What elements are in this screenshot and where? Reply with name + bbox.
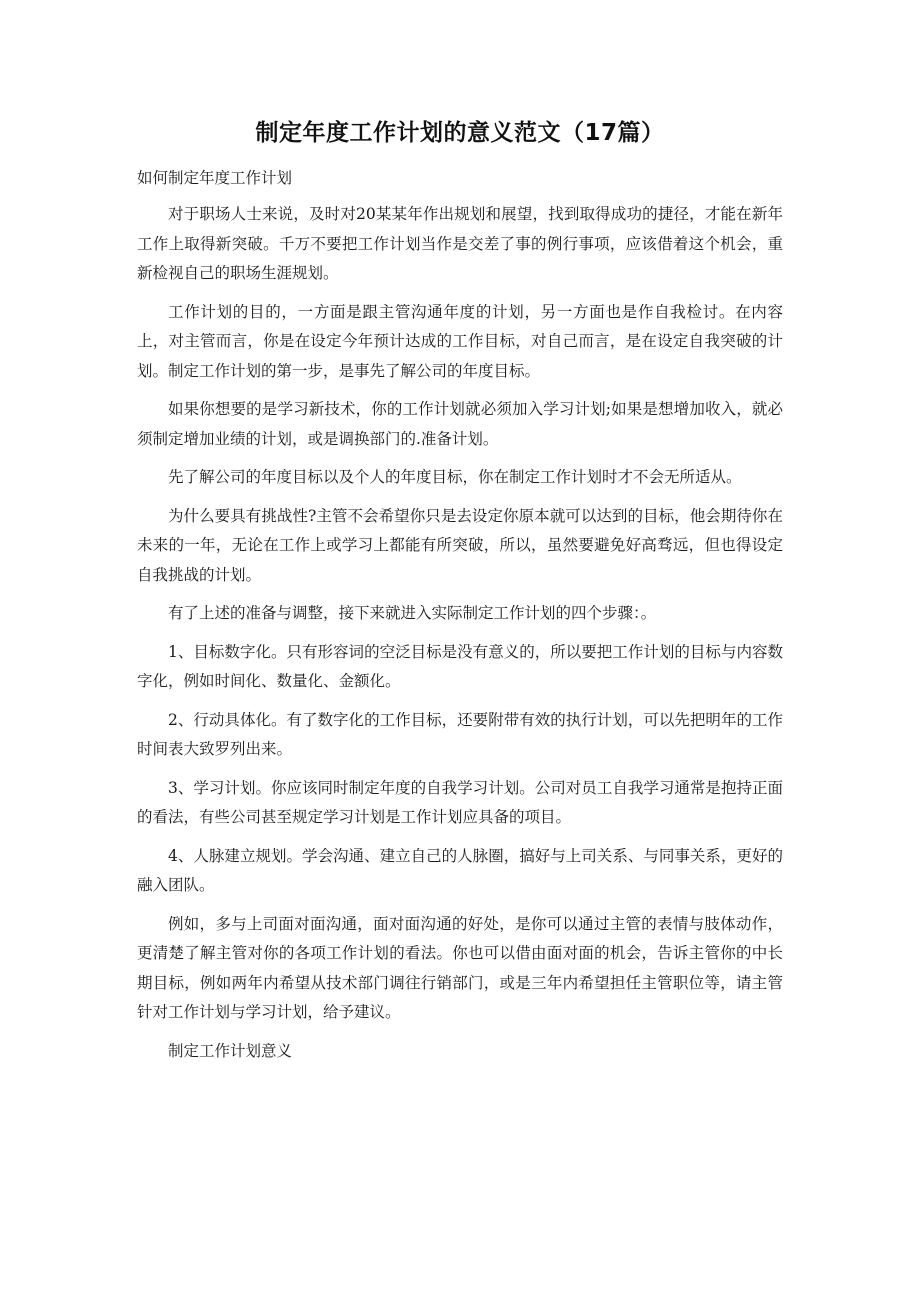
paragraph: 为什么要具有挑战性?主管不会希望你只是去设定你原本就可以达到的目标，他会期待你在未来的一年，无论在工作上或学习上都能有所突破，所以，虽然要避免好高骛远，但也得设定自我挑战的计划。 <box>137 506 783 584</box>
paragraph: 2、行动具体化。有了数字化的工作目标，还要附带有效的执行计划，可以先把明年的工作时间表大致罗列出来。 <box>137 710 783 758</box>
paragraph: 3、学习计划。你应该同时制定年度的自我学习计划。公司对员工自我学习通常是抱持正面的看法，有些公司甚至规定学习计划是工作计划应具备的项目。 <box>137 778 783 826</box>
document-body <box>137 200 783 1075</box>
paragraph: 对于职场人士来说，及时对20某某年作出规划和展望，找到取得成功的捷径，才能在新年工作上取得新突破。千万不要把工作计划当作是交差了事的例行事项，应该借着这个机会，重新检视自己的职场生涯规划。 <box>137 205 783 282</box>
paragraph: 1、目标数字化。只有形容词的空泛目标是没有意义的，所以要把工作计划的目标与内容数字化，例如时间化、数量化、金额化。 <box>137 642 783 690</box>
section-heading: 如何制定年度工作计划 <box>137 169 293 187</box>
section-heading-indented: 制定工作计划意义 <box>168 1041 293 1060</box>
paragraph: 有了上述的准备与调整，接下来就进入实际制定工作计划的四个步骤：。 <box>168 604 657 622</box>
document-title: 制定年度工作计划的意义范文（17篇） <box>255 120 665 146</box>
paragraph: 4、人脉建立规划。学会沟通、建立自己的人脉圈，搞好与上司关系、与同事关系，更好的融入团队。 <box>137 846 783 894</box>
paragraph: 工作计划的目的，一方面是跟主管沟通年度的计划，另一方面也是作自我检讨。在内容上，对主管而言，你是在设定今年预计达成的工作目标，对自己而言，是在设定自我突破的计划。制定工作计划的第一步，是事先了解公司的年度目标。 <box>137 302 783 380</box>
paragraph: 先了解公司的年度目标以及个人的年度目标，你在制定工作计划时才不会无所适从。 <box>168 468 742 486</box>
paragraph: 例如，多与上司面对面沟通，面对面沟通的好处，是你可以通过主管的表情与肢体动作，更清楚了解主管对你的各项工作计划的看法。你也可以借由面对面的机会，告诉主管你的中长期目标，例如两年内希望从技术部门调往行销部门，或是三年内希望担任主管职位等，请主管针对工作计划与学习计划，给予建议。 <box>137 914 783 1021</box>
paragraph: 如果你想要的是学习新技术，你的工作计划就必须加入学习计划;如果是想增加收入，就必须制定增加业绩的计划，或是调换部门的.准备计划。 <box>137 400 783 448</box>
